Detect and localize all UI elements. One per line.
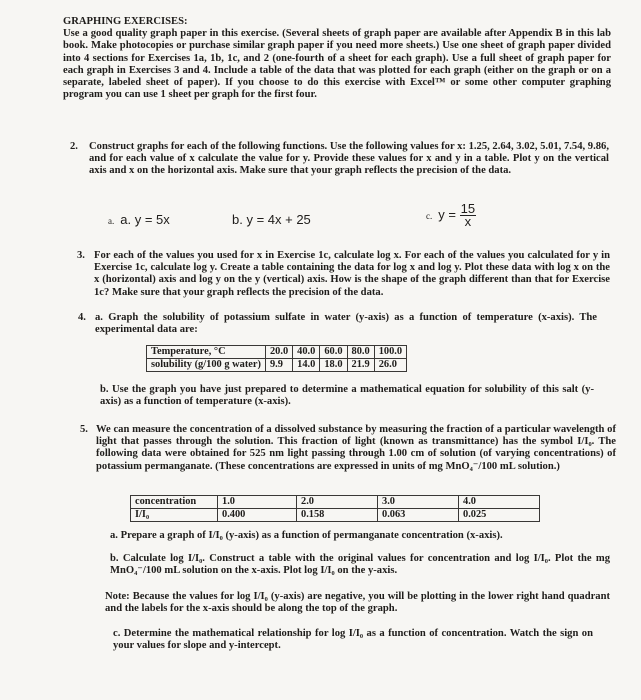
exercise-4-number: 4. (78, 312, 86, 323)
intro-section (63, 16, 611, 101)
solubility-table (146, 345, 407, 372)
table-cell: 100.0 (374, 346, 406, 359)
section-title: GRAPHING EXERCISES: (63, 16, 188, 27)
table-cell: 9.9 (265, 359, 292, 372)
equation-a-label: a. (108, 216, 115, 226)
equation-c-fraction (460, 203, 476, 228)
table-cell: solubility (g/100 g water) (147, 359, 266, 372)
table-row (147, 359, 407, 372)
equation-c-lhs: y = (438, 207, 456, 223)
table-cell: I/I₀ (131, 509, 218, 522)
equation-c-label: c. (426, 211, 433, 222)
equation-a-text: a. y = 5x (120, 212, 170, 227)
table-cell: 40.0 (293, 346, 320, 359)
table-cell: 21.9 (347, 359, 374, 372)
exercise-2-text: Construct graphs for each of the following functions. Use the following values for x: 1.25, 2.64, 3.02, 5.01, 7.54, 9.86, and for each value of x calculate the value for y. Provide these values for x and y in a table. Plot y on the vertical axis and x on the horizontal axis. Make sure that your graph reflects the precision of the data. (89, 141, 609, 177)
equation-c-numerator: 15 (460, 201, 476, 216)
equation-a (108, 214, 170, 227)
equation-c-denominator: x (464, 214, 472, 230)
table-cell: 14.0 (293, 359, 320, 372)
exercise-4-text-a: a. Graph the solubility of potassium sulfate in water (y-axis) as a function of temperature (x-axis). The experimental data are: (95, 312, 597, 336)
table-cell: 1.0 (218, 496, 297, 509)
exercise-3-text: For each of the values you used for x in Exercise 1c, calculate log x. For each of the values you calculated for y in Exercise 1c, calculate log y. Create a table containing the data for log x and log y. Plot these data with log x on the x (horizontal) axis and log y on the y (vertical) axis. How is the shape of the graph different than that for Exercise 1c? Make sure that your graph reflects the precision of the data. (94, 250, 610, 298)
exercise-5-text-b: b. Calculate log I/I₀. Construct a table with the original values for concentration and log I/I₀. Plot the mg MnO₄⁻/100 mL solution on the x-axis. Plot log I/I₀ on the y-axis. (110, 553, 610, 577)
exercise-2-number: 2. (70, 141, 78, 152)
exercise-5-text: We can measure the concentration of a dissolved substance by measuring the fraction of a particular wavelength of light that passes through the solution. This fraction of light (known as transmittance) has the symbol I/I₀. The following data were obtained for 525 nm light passing through 1.00 cm of solution (of varying concentrations) of potassium permanganate. (These concentrations are expressed in units of mg MnO₄⁻/100 mL solution.) (96, 424, 616, 472)
table-cell: 26.0 (374, 359, 406, 372)
table-cell: 20.0 (265, 346, 292, 359)
exercise-5-text-c: c. Determine the mathematical relationship for log I/I₀ as a function of concentration. Watch the sign on your values for slope and y-intercept. (113, 628, 593, 652)
exercise-5-number: 5. (80, 424, 88, 435)
equation-b (232, 214, 311, 226)
table-cell: 0.400 (218, 509, 297, 522)
exercise-3-number: 3. (77, 250, 85, 261)
table-cell: 0.158 (297, 509, 378, 522)
table-cell: Temperature, °C (147, 346, 266, 359)
table-row (131, 496, 540, 509)
table-row (147, 346, 407, 359)
exercise-5-text-a: a. Prepare a graph of I/I₀ (y-axis) as a function of permanganate concentration (x-axis). (110, 530, 503, 541)
table-cell: 0.025 (459, 509, 540, 522)
table-cell: 18.0 (320, 359, 347, 372)
transmittance-table (130, 495, 540, 522)
equation-c (426, 203, 476, 228)
table-cell: 2.0 (297, 496, 378, 509)
table-cell: 60.0 (320, 346, 347, 359)
equation-b-text: b. y = 4x + 25 (232, 212, 311, 227)
table-cell: 4.0 (459, 496, 540, 509)
intro-paragraph: Use a good quality graph paper in this exercise. (Several sheets of graph paper are available after Appendix B in this lab book. Make photocopies or purchase similar graph paper if you need more sheets.) Use one sheet of graph paper divided into 4 sections for Exercises 1a, 1b, 1c, and 2 (one-fourth of a sheet for each graph). Use a full sheet of graph paper for each graph in Exercises 3 and 4. Include a table of the data that was plotted for each graph (either on the graph or on a separate, labeled sheet of paper). If you choose to do this exercise with Excel™ or some other computer graphing program you can use 1 sheet per graph for the first four. (63, 28, 611, 101)
table-cell: 80.0 (347, 346, 374, 359)
table-cell: 3.0 (378, 496, 459, 509)
table-cell: concentration (131, 496, 218, 509)
table-cell: 0.063 (378, 509, 459, 522)
table-row (131, 509, 540, 522)
exercise-4-text-b: b. Use the graph you have just prepared to determine a mathematical equation for solubility of this salt (y-axis) as a function of temperature (x-axis). (100, 384, 594, 408)
exercise-5-note: Note: Because the values for log I/I₀ (y-axis) are negative, you will be plotting in the lower right hand quadrant and the labels for the x-axis should be along the top of the graph. (105, 591, 610, 615)
